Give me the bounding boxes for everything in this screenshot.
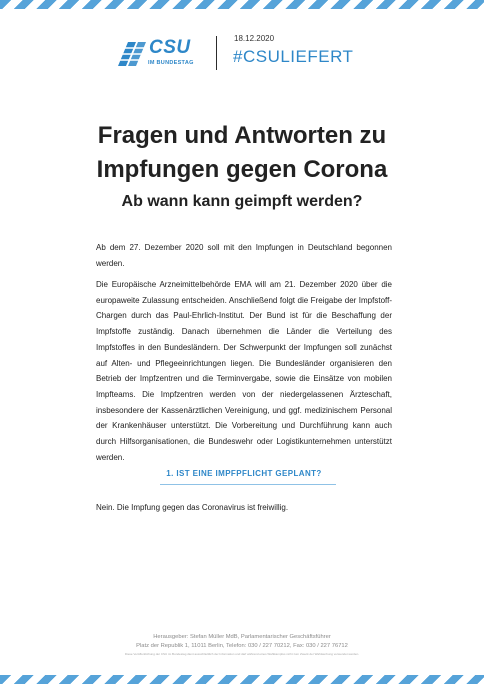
section-heading: 1. IST EINE IMPFPFLICHT GEPLANT?	[166, 469, 322, 478]
header-divider	[216, 36, 217, 70]
footer-disclaimer: Diese Veröffentlichung der CSU im Bundestag dient ausschließlich der Information und darf während eines Wahlkampfes nicht zum Zweck der Wahlwerbung verwendet werden.	[124, 652, 360, 656]
section-answer: Nein. Die Impfung gegen das Coronavirus ist freiwillig.	[96, 503, 289, 512]
document-date: 18.12.2020	[234, 34, 275, 43]
paragraph-start-date: Ab dem 27. Dezember 2020 soll mit den Impfungen in Deutschland begonnen werden.	[96, 243, 392, 268]
section-divider	[160, 484, 336, 485]
csu-logo-icon	[118, 40, 148, 68]
title-line-2: Impfungen gegen Corona	[96, 156, 388, 183]
bottom-stripe-border	[0, 675, 484, 684]
footer-address: Platz der Republik 1, 11011 Berlin, Telefon: 030 / 227 70212, Fax: 030 / 227 76712	[136, 643, 348, 649]
logo-wordmark: CSU	[149, 37, 191, 58]
footer-publisher: Herausgeber: Stefan Müller MdB, Parlamentarischer Geschäftsführer	[153, 634, 331, 640]
page-title	[40, 119, 444, 187]
footer	[60, 633, 424, 657]
paragraph-process: Die Europäische Arzneimittelbehörde EMA will am 21. Dezember 2020 über die europaweite Zulassung entscheiden. Anschließend folgt die Freigabe der Impfstoff-Chargen durch das Paul-Ehrlich-Institut. Der Bund ist für die Beschaffung der Impfstoffe zuständig. Danach übernehmen die Länder die Verteilung des Impfstoffes in den Bundesländern. Der Schwerpunkt der Impfungen soll zunächst auf Alten- und Pflegeeinrichtungen liegen. Die Bundesländer organisieren den Betrieb der Impfzentren und die Terminvergabe, sowie die Einsätze von mobilen Impfteams. Die Impfzentren werden von der niedergelassenen Ärzteschaft, insbesondere der Kassenärztlichen Vereinigung, und ggf. medizinischem Personal der Krankenhäuser unterstützt. Die Vorbereitung und Durchführung kann auch durch Hilfsorganisationen, die Bundeswehr oder Logistikunternehmen unterstützt werden.	[96, 280, 392, 462]
title-line-1: Fragen und Antworten zu	[97, 122, 387, 149]
hashtag-title: #CSULIEFERT	[233, 47, 354, 66]
logo-subtext: IM BUNDESTAG	[148, 60, 194, 66]
top-stripe-border	[0, 0, 484, 9]
page-subtitle: Ab wann kann geimpft werden?	[121, 193, 363, 210]
header	[118, 34, 478, 74]
